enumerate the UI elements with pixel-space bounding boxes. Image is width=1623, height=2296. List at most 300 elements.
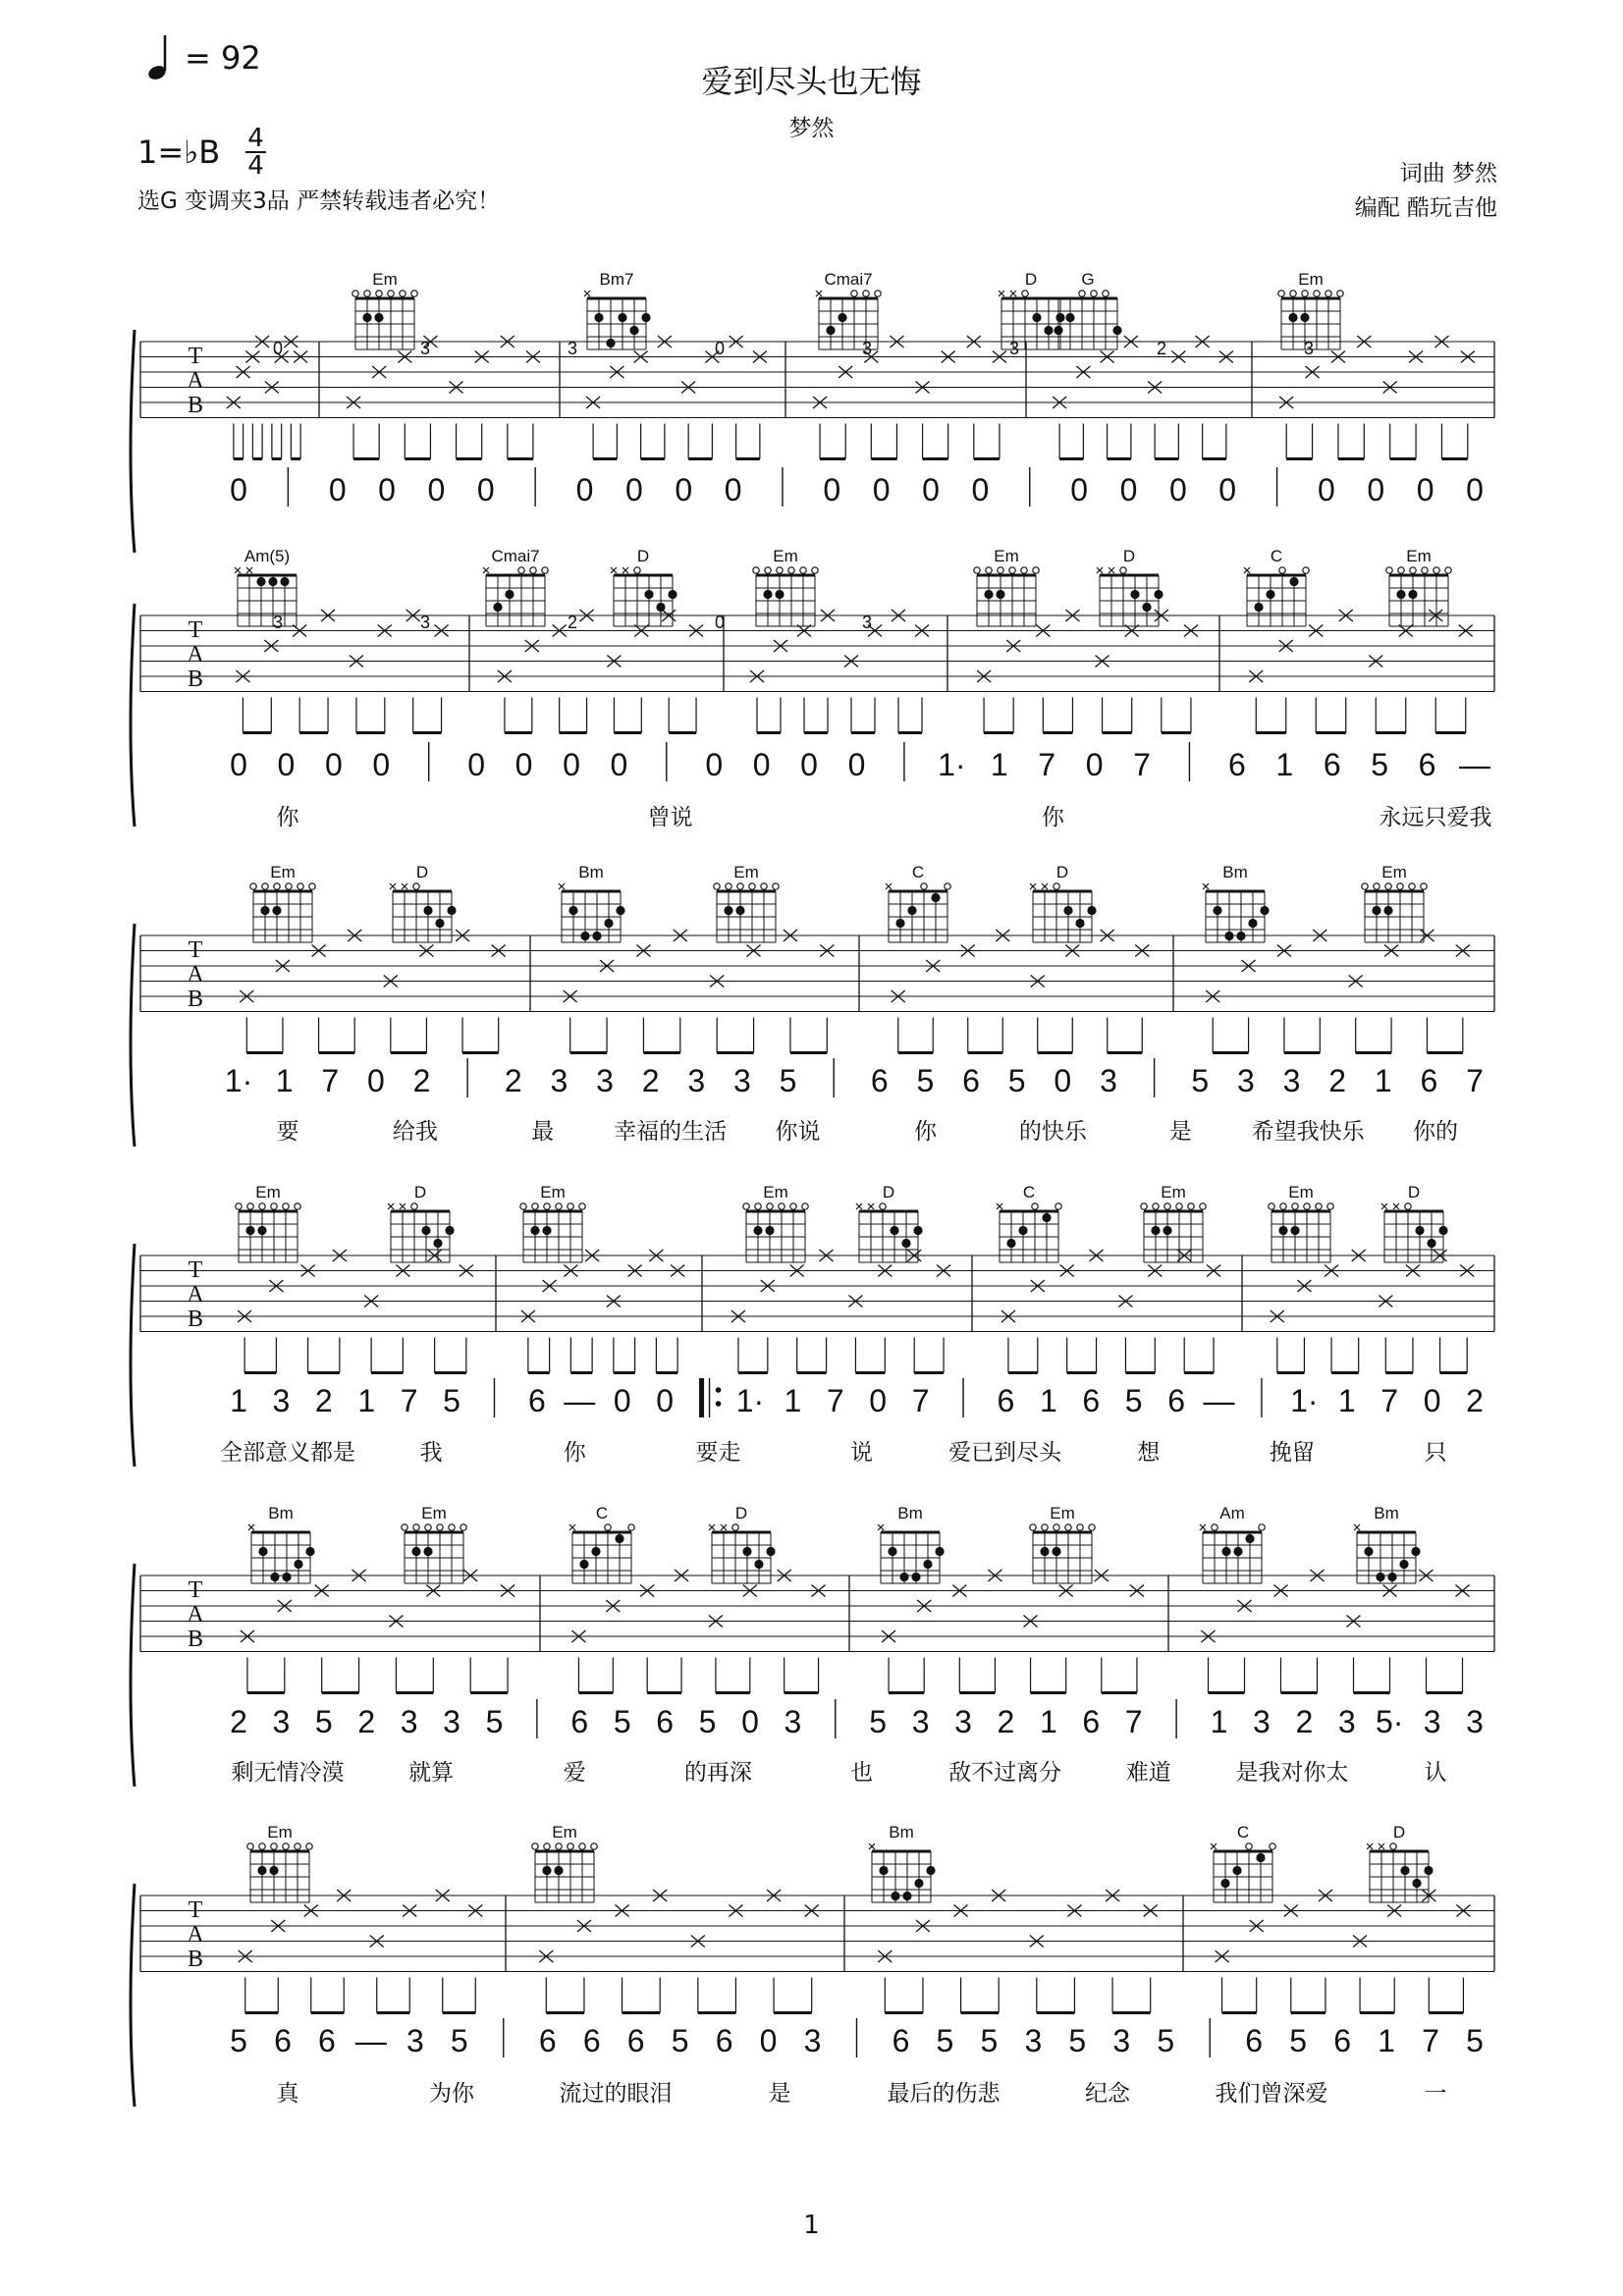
jianpu-note: 0 [230,747,247,782]
open-string-marker [1386,567,1392,573]
jianpu-note: 0 [277,747,296,782]
finger-dot [890,1226,898,1235]
open-string-marker [1212,1524,1217,1530]
open-string-marker [402,1524,407,1530]
page-number: 1 [803,2211,820,2240]
jianpu-note: 0 [328,472,347,507]
open-string-marker [1054,1524,1059,1530]
chord-name: G [1081,270,1095,289]
chord-name: D [636,547,650,565]
open-string-marker [986,567,992,573]
open-string-marker [1055,1203,1061,1209]
lyric-word: 说 [850,1440,873,1466]
jianpu-note: 0 [847,747,866,782]
jianpu-note: 3 [733,1063,751,1098]
open-string-marker [1279,567,1285,573]
system-brace [131,1244,135,1467]
jianpu-note: 2 [412,1063,431,1098]
open-string-marker [568,1843,573,1849]
tab-fret-number: 2 [1156,339,1167,358]
open-string-marker [1009,567,1015,573]
system-brace [131,1564,135,1787]
jianpu-note: 6 [1333,2023,1352,2058]
jianpu-note: 3 [400,1704,418,1739]
finger-dot [1032,313,1041,322]
system-brace [131,330,135,553]
jianpu-note: 0 [759,2023,778,2058]
open-string-marker [449,1524,455,1530]
jianpu-note: 6 [582,2023,601,2058]
open-string-marker [518,567,524,573]
chord-name: Cmai7 [491,547,540,565]
score-system [131,1823,1494,2107]
jianpu-note: 2 [357,1704,376,1739]
lyric-word: 只 [1424,1440,1447,1466]
finger-dot [1052,1547,1060,1556]
jianpu-note: 3 [1466,1704,1484,1739]
open-string-marker [1164,1203,1170,1209]
chord-diagram [388,1183,455,1262]
finger-dot [879,1866,888,1875]
finger-dot [1018,1226,1027,1235]
tab-fret-number: 3 [419,613,431,632]
finger-dot [1400,1866,1409,1875]
finger-dot [1055,313,1064,322]
open-string-marker [236,1203,242,1209]
jianpu-note: 6 [274,2023,292,2058]
jianpu-note: 1 [1374,1063,1392,1098]
finger-dot [1266,590,1274,599]
jianpu-note: 3 [911,1704,930,1739]
chord-diagram [236,1183,300,1262]
system-brace [131,924,135,1147]
lyric-word: 我们曾深爱 [1215,2081,1328,2107]
chord-name: Bm [897,1504,923,1522]
finger-dot [445,1226,454,1235]
finger-dot [1427,1239,1435,1248]
chord-diagram [1203,863,1270,942]
open-string-marker [295,1843,300,1849]
chord-diagram [352,270,417,349]
finger-dot [269,1866,278,1875]
chord-name: Em [733,863,759,881]
tab-clef-a: A [187,1282,204,1308]
finger-dot [1408,590,1417,599]
open-string-marker [306,1843,312,1849]
open-string-marker [530,567,536,573]
finger-dot [1411,1547,1420,1556]
open-string-marker [1176,1203,1182,1209]
jianpu-note: 1 [357,1383,376,1418]
jianpu-note: 6 [1323,747,1341,782]
jianpu-note: 3 [1100,1063,1117,1098]
jianpu-note: 3 [550,1063,568,1098]
jianpu-note: 3 [803,2023,822,2058]
open-string-marker [411,1203,417,1209]
open-string-marker [1269,1203,1274,1209]
finger-dot [423,1547,432,1556]
jianpu-note: 0 [624,472,643,507]
chord-diagram [1211,1823,1275,1902]
finger-dot [282,1573,291,1581]
jianpu-note: 0 [372,747,391,782]
jianpu-note: 5 [1191,1063,1210,1098]
open-string-marker [1292,1203,1298,1209]
jianpu-note: 7 [911,1383,930,1418]
jianpu-note: 0 [1466,472,1484,507]
chord-diagram [709,1504,776,1583]
jianpu-note: 0 [476,472,495,507]
jianpu-note: 3 [1024,2023,1043,2058]
chord-name: Em [1298,270,1324,289]
chord-diagram [743,1183,808,1262]
open-string-marker [283,1843,289,1849]
jianpu-note: 1 [1210,1704,1228,1739]
jianpu-note: 0 [563,747,580,782]
tab-fret-number: 3 [272,613,284,632]
jianpu-note: 1 [1039,1383,1057,1418]
finger-dot [1399,1560,1408,1569]
jianpu-note: 2 [314,1383,333,1418]
finger-dot [1040,1547,1049,1556]
finger-dot [257,1866,266,1875]
jianpu-note: 6 [1167,1383,1186,1418]
open-string-marker [974,567,980,573]
open-string-marker [761,883,767,889]
chord-diagram [856,1183,923,1262]
open-string-marker [1077,1524,1083,1530]
chord-name: C [1270,547,1283,565]
open-string-marker [295,1203,300,1209]
finger-dot [1288,313,1297,322]
chord-name: C [1022,1183,1036,1201]
chord-name: Am(5) [243,547,291,565]
open-string-marker [1410,567,1416,573]
finger-dot [1278,1226,1287,1235]
open-string-marker [1314,291,1320,296]
lyric-word: 我 [419,1440,443,1466]
jianpu-note: 7 [826,1383,844,1418]
system-brace [131,1884,135,2107]
finger-dot [568,906,577,915]
jianpu-note: 0 [741,1704,759,1739]
finger-dot [656,603,665,612]
chord-name: D [1122,547,1136,565]
chord-name: Em [1381,863,1407,881]
lyric-word: 的快乐 [1018,1119,1087,1145]
chord-diagram [520,1183,585,1262]
finger-dot [374,313,383,322]
chord-name: Am [1219,1504,1245,1522]
chord-diagram [532,1823,597,1902]
jianpu-note: 6 [1245,2023,1264,2058]
chord-name: Em [372,270,398,289]
tab-clef-t: T [188,1257,203,1283]
open-string-marker [283,1203,289,1209]
chord-diagram [1244,547,1309,626]
jianpu-note: 3 [1337,1704,1356,1739]
open-string-marker [274,883,280,889]
jianpu-note: 6 [656,1704,675,1739]
finger-dot [592,932,601,940]
jianpu-note: 2 [504,1063,522,1098]
jianpu-note: 0 [705,747,724,782]
open-string-marker [634,567,640,573]
open-string-marker [1422,567,1428,573]
finger-dot [580,932,589,940]
finger-dot [423,906,432,915]
open-string-marker [1434,567,1439,573]
chord-diagram [569,1504,634,1583]
open-string-marker [1259,1524,1265,1530]
finger-dot [1112,326,1121,335]
jianpu-note: 3 [1253,1704,1271,1739]
open-string-marker [376,291,382,296]
open-string-marker [1141,1203,1147,1209]
jianpu-note: 7 [1422,2023,1439,2058]
chord-name: D [1392,1823,1406,1842]
tab-clef-t: T [188,937,203,963]
chord-name: Bm [268,1504,294,1522]
open-string-marker [1033,567,1039,573]
chord-diagram [878,1504,945,1583]
finger-dot [1256,1853,1265,1862]
finger-dot [270,1573,279,1581]
finger-dot [914,1879,923,1888]
chord-diagram [1362,863,1427,942]
finger-dot [493,603,502,612]
tab-fret-number: 3 [861,339,873,358]
tab-clef-t: T [188,344,203,369]
jianpu-note: 5 [1124,1383,1143,1418]
jianpu-note: 0 [613,1383,631,1418]
open-string-marker [800,567,806,573]
capo-note: 选G 变调夹3品 严禁转载违者必究！ [137,188,501,214]
finger-dot [1424,1866,1433,1875]
finger-dot [554,1866,563,1875]
key-value: 1=♭B [137,133,221,171]
jianpu-note: 0 [1416,472,1434,507]
finger-dot [1130,590,1139,599]
open-string-marker [542,567,548,573]
open-string-marker [556,1843,562,1849]
open-string-marker [921,883,927,889]
jianpu-note: 3 [687,1063,706,1098]
lyric-word: 希望我快乐 [1251,1119,1365,1145]
jianpu-note: 0 [514,747,533,782]
jianpu-note: 0 [971,472,990,507]
open-string-marker [1397,883,1403,889]
finger-dot [257,1226,266,1235]
open-string-marker [743,1203,749,1209]
open-string-marker [765,567,771,573]
jianpu-note: 7 [1466,1063,1484,1098]
chord-name: Em [1161,1183,1186,1201]
chord-name: Bm [889,1823,914,1842]
finger-dot [766,1547,775,1556]
jianpu-note: 0 [610,747,628,782]
lyric-word: 是我对你太 [1235,1760,1349,1786]
jianpu-note: 3 [272,1704,291,1739]
open-string-marker [1200,1203,1206,1209]
finger-dot [1006,1239,1015,1248]
finger-dot [1163,1226,1171,1235]
jianpu-note: — [354,2023,387,2058]
jianpu-note: 6 [570,1704,589,1739]
finger-dot [591,1547,600,1556]
jianpu-note: 6 [1082,1383,1101,1418]
jianpu-note: — [1203,1383,1235,1418]
finger-dot [1372,906,1380,915]
finger-dot [421,1226,430,1235]
chord-name: D [734,1504,748,1522]
jianpu-note: 5 [230,2023,247,2058]
finger-dot [1054,326,1062,335]
open-string-marker [1042,1524,1048,1530]
lyric-word: 是 [1168,1119,1192,1145]
open-string-marker [579,1203,585,1209]
open-string-marker [755,1203,761,1209]
chord-diagram [247,1823,312,1902]
score-system [131,1504,1494,1787]
finger-dot [1063,906,1072,915]
time-sig-top: 4 [247,124,264,153]
jianpu-note: 5 [443,1383,460,1418]
jianpu-note: 0 [230,472,247,507]
tab-clef-b: B [187,1307,204,1332]
chord-diagram [753,547,818,626]
finger-dot [258,1547,267,1556]
finger-dot [1233,1547,1242,1556]
open-string-marker [1091,291,1097,296]
jianpu-note: 5 [485,1704,504,1739]
finger-dot [735,906,744,915]
jianpu-note: 0 [724,472,742,507]
tab-fret-number: 3 [1303,339,1315,358]
jianpu-note: 1 [275,1063,294,1098]
open-string-marker [880,1203,886,1209]
jianpu-note: 0 [1054,1063,1072,1098]
open-string-marker [1405,1203,1411,1209]
tab-fret-number: 3 [419,339,431,358]
open-string-marker [790,1203,796,1209]
jianpu-note: 0 [1423,1383,1441,1418]
arranger: 编配 酷玩吉他 [1354,195,1497,221]
jianpu-note: 1· [1290,1383,1319,1418]
finger-dot [606,339,615,347]
jianpu-note: 0 [467,747,486,782]
finger-dot [1220,1879,1229,1888]
finger-dot [1376,1573,1384,1581]
jianpu-note: 0 [752,747,771,782]
finger-dot [245,1226,254,1235]
lyric-word: 流过的眼泪 [559,2081,673,2107]
chord-name: D [1407,1183,1421,1201]
finger-dot [644,590,653,599]
jianpu-note: 0 [324,747,343,782]
open-string-marker [579,1843,585,1849]
finger-dot [1224,932,1233,940]
finger-dot [902,1892,911,1900]
finger-dot [305,1547,314,1556]
chord-name: Bm [1374,1504,1399,1522]
chord-diagram [483,547,548,626]
open-string-marker [773,883,779,889]
chord-name: Cmai7 [824,270,873,289]
open-string-marker [1280,1203,1286,1209]
chord-name: Em [1050,1504,1075,1522]
lyric-word: 就算 [408,1760,455,1786]
finger-dot [668,590,676,599]
open-string-marker [259,1843,265,1849]
jianpu-note: 0 [575,472,594,507]
jianpu-note: 6 [1227,747,1246,782]
open-string-marker [1065,1524,1071,1530]
open-string-marker [1270,1843,1275,1849]
open-string-marker [400,291,406,296]
jianpu-note: 7 [1124,1704,1143,1739]
finger-dot [1065,313,1074,322]
finger-dot [641,313,650,322]
open-string-marker [1445,567,1451,573]
open-string-marker [1409,883,1415,889]
tab-clef-a: A [187,1602,204,1628]
open-string-marker [352,291,358,296]
open-string-marker [437,1524,443,1530]
jianpu-note: 6 [715,2023,733,2058]
chord-name: D [413,1183,427,1201]
jianpu-note: 2 [997,1704,1015,1739]
jianpu-note: 3 [1236,1063,1255,1098]
jianpu-note: 1 [1378,2023,1395,2058]
finger-dot [1438,1226,1447,1235]
jianpu-note: 6 [1420,1063,1438,1098]
jianpu-note: 5 [779,1063,797,1098]
chord-name: Em [773,547,798,565]
jianpu-note: 3 [1112,2023,1131,2058]
jianpu-note: 0 [1218,472,1237,507]
jianpu-note: 2 [641,1063,660,1098]
finger-dot [1221,1547,1230,1556]
finger-dot [891,1892,899,1900]
finger-dot [754,1560,763,1569]
open-string-marker [1120,567,1126,573]
open-string-marker [726,883,731,889]
jianpu-note: 3 [272,1383,291,1418]
lyric-word: 想 [1137,1440,1161,1466]
jianpu-note: 6 [892,2023,910,2058]
chord-diagram [1278,270,1343,349]
open-string-marker [1398,567,1404,573]
open-string-marker [364,291,370,296]
tab-fret-number: 2 [567,613,578,632]
jianpu-note: 6 [962,1063,980,1098]
open-string-marker [1421,883,1427,889]
open-string-marker [788,567,794,573]
finger-dot [1075,919,1084,928]
finger-dot [913,1226,922,1235]
jianpu-note: 5 [450,2023,468,2058]
jianpu-note: 6 [870,1063,889,1098]
chord-diagram [1269,1183,1333,1262]
lyric-word: 最后的伤悲 [887,2081,1001,2107]
lyric-word: 全部意义都是 [220,1440,355,1466]
jianpu-note: 6 [1082,1704,1101,1739]
finger-dot [826,326,835,335]
finger-dot [996,590,1004,599]
chord-diagram [1054,270,1121,349]
open-string-marker [753,567,759,573]
